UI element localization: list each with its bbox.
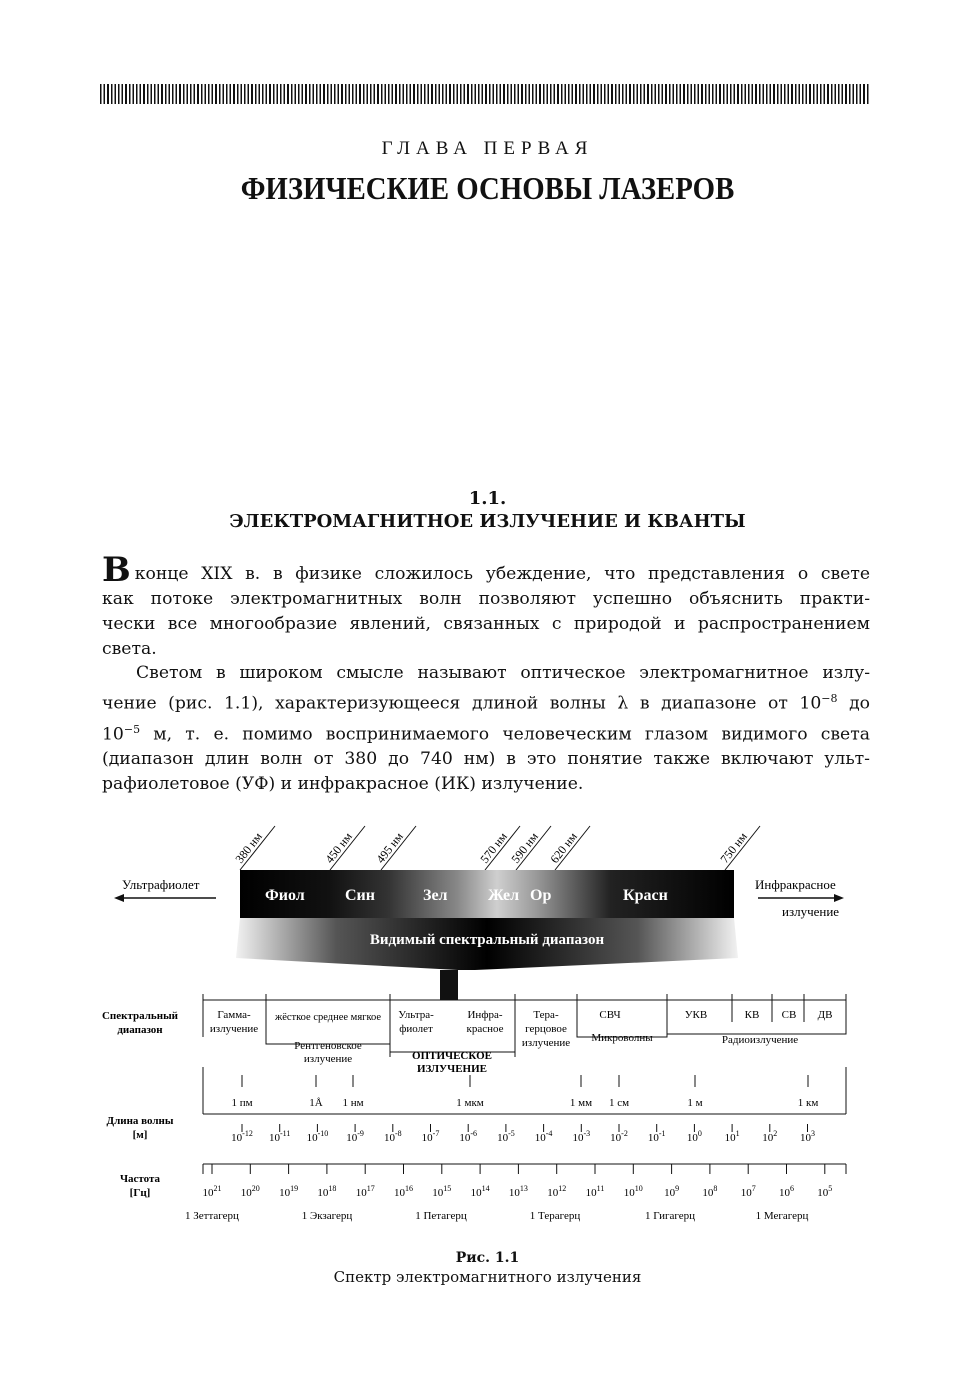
wavelength-tick-label: $10^1$: [724, 1129, 740, 1144]
band-thz-1: Тера-: [533, 1009, 559, 1021]
mark-570: 570 нм: [477, 829, 510, 866]
band-ukv: УКВ: [684, 1009, 708, 1021]
frequency-tick-label: $10^5$: [817, 1184, 833, 1199]
frequency-tick-label: $10^{14}$: [470, 1184, 490, 1199]
wavelength-tick-label: $10^{-8}$: [383, 1129, 402, 1144]
row-labels: [102, 1010, 179, 1199]
length-unit-ticks: [231, 1075, 818, 1109]
frequency-unit-label: 1 Мегагерц: [755, 1210, 809, 1222]
paragraph-2-line-3: [102, 717, 870, 748]
row-frequency-1: Частота: [119, 1173, 161, 1185]
paragraph-1: [102, 550, 870, 662]
figure-caption: Спектр электромагнитного излучения: [333, 1268, 642, 1286]
mark-495: 495 нм: [373, 829, 406, 866]
band-kv: КВ: [744, 1009, 760, 1021]
length-unit-label: 1Å: [309, 1097, 323, 1109]
color-red: Красн: [623, 887, 668, 904]
row-spectral-1: Спектральный: [101, 1010, 179, 1022]
wavelength-tick-label: $10^{-7}$: [421, 1129, 440, 1144]
wavelength-tick-label: $10^{-2}$: [610, 1129, 628, 1144]
paragraph-1-line-4: света.: [102, 639, 157, 659]
section-title: ЭЛЕКТРОМАГНИТНОЕ ИЗЛУЧЕНИЕ И КВАНТЫ: [229, 511, 746, 532]
frequency-tick-label: $10^{11}$: [585, 1184, 605, 1199]
frequency-unit-label: 1 Петагерц: [415, 1210, 467, 1222]
length-unit-label: 1 км: [797, 1097, 819, 1109]
band-thz-2: герцовое: [525, 1023, 567, 1035]
frequency-unit-label: 1 Зеттагерц: [185, 1210, 239, 1222]
paragraph-2-line-3-b: м, т. е. помимо воспринимаемого человеческим глазом видимого света: [140, 724, 870, 745]
frequency-units: [185, 1210, 808, 1222]
frequency-tick-label: $10^{21}$: [202, 1184, 222, 1199]
visible-range-label: Видимый спектральный диапазон: [369, 932, 605, 948]
frequency-tick-label: $10^{12}$: [547, 1184, 567, 1199]
paragraph-1-line-1-text: конце XIX в. в физике сложилось убеждение, что представления о свете: [134, 564, 870, 584]
band-xray-sub: жёсткое среднее мягкое: [274, 1012, 382, 1023]
paragraph-2-line-2: [102, 686, 870, 717]
frequency-axis: [203, 1164, 833, 1199]
drop-cap: В: [102, 550, 131, 590]
wavelength-tick-label: $10^0$: [686, 1129, 702, 1144]
row-frequency-2: [Гц]: [129, 1187, 151, 1199]
exponent-sup: −5: [123, 722, 141, 736]
uv-arrow: [114, 877, 216, 902]
mark-750: 750 нм: [717, 829, 750, 866]
wavelength-tick-label: $10^2$: [762, 1129, 778, 1144]
paragraph-1-line-2: как потоке электромагнитных волн позволяют успешно объяснить практи-: [102, 589, 870, 609]
band-uv-1: Ультра-: [398, 1009, 434, 1021]
wavelength-tick-label: $10^{-6}$: [459, 1129, 478, 1144]
band-microwave: Микроволны: [591, 1032, 653, 1044]
frequency-tick-label: $10^{13}$: [508, 1184, 528, 1199]
section-number: 1.1.: [468, 488, 507, 509]
mark-620: 620 нм: [547, 829, 580, 866]
frequency-unit-label: 1 Гигагерц: [644, 1210, 696, 1222]
frequency-unit-label: 1 Экзагерц: [301, 1210, 353, 1222]
length-unit-label: 1 м: [687, 1097, 703, 1109]
band-sv: СВ: [781, 1009, 797, 1021]
paragraph-2-line-2-b: до: [837, 693, 870, 714]
mark-590: 590 нм: [508, 829, 541, 866]
paragraph-2-line-1: Светом в широком смысле называют оптическое электромагнитное излу-: [136, 663, 870, 683]
exponent-sup: −8: [821, 692, 838, 705]
wavelength-axis: [231, 1124, 815, 1144]
length-unit-label: 1 мкм: [456, 1097, 484, 1109]
scale-bars: [203, 1067, 846, 1174]
spectrum-diagram: [100, 812, 860, 1244]
paragraph-2: [102, 661, 870, 797]
color-green: Зел: [423, 887, 448, 904]
spectrum-figure: [100, 812, 860, 1244]
frequency-tick-label: $10^{19}$: [279, 1184, 299, 1199]
band-radio: Радиоизлучение: [721, 1034, 799, 1046]
band-thz-3: излучение: [521, 1037, 571, 1049]
wavelength-marks: [232, 826, 760, 870]
visible-range-stem: [440, 970, 458, 1000]
frequency-tick-label: $10^8$: [702, 1184, 718, 1199]
color-blue: Син: [345, 887, 375, 904]
figure-label: Рис. 1.1: [455, 1250, 520, 1266]
paragraph-1-line-3: чески все многообразие явлений, связанных с природой и распространением: [102, 614, 870, 634]
wavelength-tick-label: $10^{-11}$: [269, 1129, 291, 1144]
wavelength-tick-label: $10^{-1}$: [647, 1129, 666, 1144]
color-violet: Фиол: [265, 887, 305, 904]
mark-450: 450 нм: [322, 829, 355, 866]
frequency-tick-label: $10^{18}$: [317, 1184, 337, 1199]
frequency-tick-label: $10^6$: [779, 1184, 794, 1199]
frequency-tick-label: $10^{15}$: [432, 1184, 452, 1199]
band-optical-2: ИЗЛУЧЕНИЕ: [416, 1063, 488, 1075]
paragraph-2-line-4: (диапазон длин волн от 380 до 740 нм) в это понятие также включают ульт-: [102, 749, 870, 770]
wavelength-tick-label: $10^{-12}$: [231, 1129, 253, 1144]
wavelength-tick-label: $10^{-3}$: [572, 1129, 591, 1144]
paragraph-2-line-3-a: 10: [102, 724, 124, 745]
length-unit-label: 1 см: [608, 1097, 630, 1109]
paragraph-1-line-1: [102, 550, 870, 590]
band-shf: СВЧ: [599, 1009, 621, 1021]
band-xray-2: излучение: [303, 1053, 353, 1065]
wavelength-tick-label: $10^3$: [800, 1129, 815, 1144]
length-unit-label: 1 нм: [342, 1097, 364, 1109]
ir-arrow: [755, 877, 844, 919]
chapter-title: ФИЗИЧЕСКИЕ ОСНОВЫ ЛАЗЕРОВ: [240, 170, 735, 206]
band-ir-2: красное: [466, 1023, 504, 1035]
decorative-header-rule: [100, 84, 870, 104]
wavelength-tick-label: $10^{-4}$: [534, 1129, 553, 1144]
length-unit-label: 1 пм: [231, 1097, 253, 1109]
band-uv-2: фиолет: [399, 1023, 433, 1035]
color-orange: Ор: [530, 887, 552, 904]
row-wavelength-1: Длина волны: [106, 1115, 174, 1127]
paragraph-2-line-5: рафиолетовое (УФ) и инфракрасное (ИК) излучение.: [102, 774, 584, 795]
color-yellow: Жел: [488, 887, 520, 904]
row-wavelength-2: [м]: [132, 1129, 148, 1141]
chapter-kicker: ГЛАВА ПЕРВАЯ: [381, 138, 594, 159]
ir-label-2: излучение: [782, 904, 840, 919]
frequency-tick-label: $10^{10}$: [623, 1184, 643, 1199]
length-unit-label: 1 мм: [569, 1097, 593, 1109]
band-ir-1: Инфра-: [467, 1009, 503, 1021]
frequency-tick-label: $10^{16}$: [394, 1184, 413, 1199]
frequency-tick-label: $10^{20}$: [240, 1184, 260, 1199]
frequency-tick-label: $10^7$: [740, 1184, 756, 1199]
wavelength-tick-label: $10^{-5}$: [497, 1129, 515, 1144]
band-gamma-2: излучение: [209, 1023, 259, 1035]
band-labels: [210, 1009, 833, 1075]
uv-label: Ультрафиолет: [122, 877, 200, 892]
ir-label-1: Инфракрасное: [755, 877, 836, 892]
frequency-unit-label: 1 Терагерц: [529, 1210, 581, 1222]
band-gamma-1: Гамма-: [217, 1009, 251, 1021]
wavelength-tick-label: $10^{-9}$: [346, 1129, 364, 1144]
frequency-tick-label: $10^{17}$: [355, 1184, 375, 1199]
mark-380: 380 нм: [232, 829, 265, 866]
band-dv: ДВ: [817, 1009, 833, 1021]
band-optical-1: ОПТИЧЕСКОЕ: [412, 1050, 492, 1062]
band-xray-1: Рентгеновское: [294, 1040, 362, 1052]
paragraph-2-line-2-a: чение (рис. 1.1), характеризующееся длиной волны λ в диапазоне от 10: [102, 693, 822, 714]
wavelength-tick-label: $10^{-10}$: [306, 1129, 329, 1144]
frequency-tick-label: $10^9$: [664, 1184, 680, 1199]
row-spectral-2: диапазон: [117, 1024, 163, 1036]
